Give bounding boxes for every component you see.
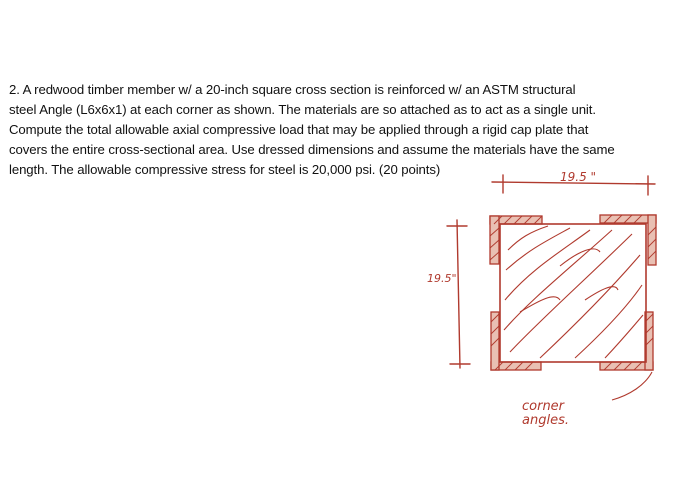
problem-line-4: covers the entire cross-sectional area. Use dressed dimensions and assume the materials have the same: [9, 142, 615, 157]
left-dimension-label: 19.5": [427, 272, 457, 285]
corner-note-line2: angles.: [522, 413, 569, 428]
timber-section: [500, 224, 646, 362]
problem-line-5: length. The allowable compressive stress for steel is 20,000 psi. (20 points): [9, 162, 441, 177]
leader-line: [612, 372, 652, 400]
corner-note-line1: corner: [522, 399, 565, 414]
problem-line-3: Compute the total allowable axial compressive load that may be applied through a rigid cap plate that: [9, 122, 589, 137]
problem-line-2: steel Angle (L6x6x1) at each corner as shown. The materials are so attached as to act as a single unit.: [9, 102, 596, 117]
left-dimension-line: [457, 220, 460, 368]
problem-line-1: 2. A redwood timber member w/ a 20-inch square cross section is reinforced w/ an ASTM structural: [9, 82, 576, 97]
top-dimension-label: 19.5 ": [560, 170, 597, 184]
wood-grain: [504, 226, 643, 358]
